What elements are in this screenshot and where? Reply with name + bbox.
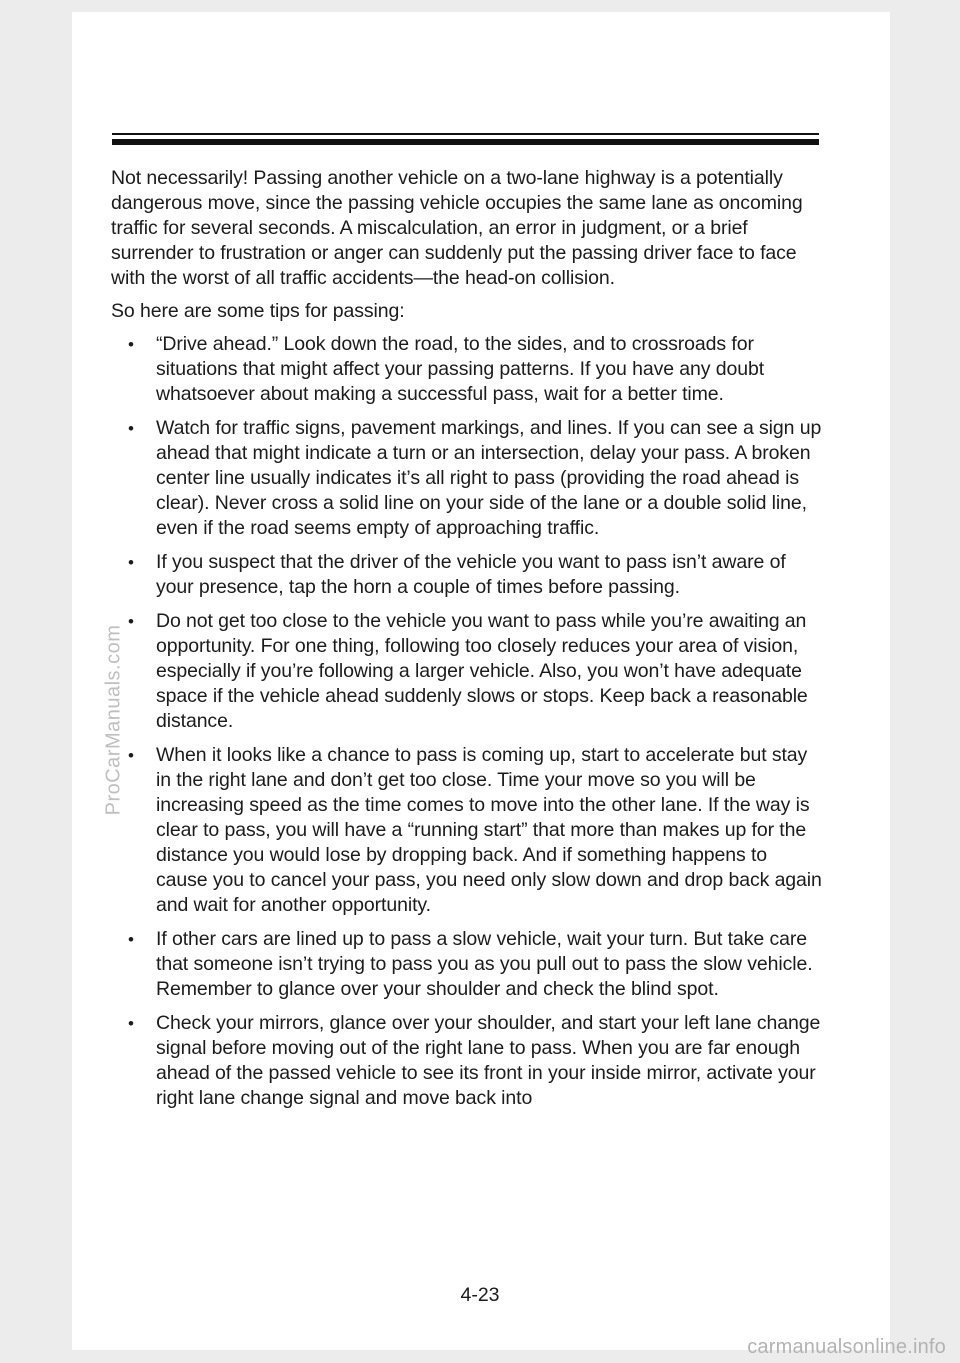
list-item <box>111 927 823 1002</box>
list-item-text: When it looks like a chance to pass is coming up, start to accelerate but stay in the right lane and don’t get too close. Time your move so you will be increasing speed as the time comes to move into the other lane. If the way is clear to pass, you will have a “running start” that more than makes up for the distance you would lose by dropping back. And if something happens to cause you to cancel your pass, you need only slow down and drop back again and wait for another opportunity. <box>156 744 822 916</box>
tips-list <box>111 332 823 1111</box>
list-item <box>111 743 823 918</box>
list-item-text: If you suspect that the driver of the vehicle you want to pass isn’t aware of your presence, tap the horn a couple of times before passing. <box>156 551 786 598</box>
header-rule-thick <box>112 139 819 145</box>
header-rule-thin <box>112 133 819 135</box>
intro-paragraph: Not necessarily! Passing another vehicle on a two-lane highway is a potentially dangerous move, since the passing vehicle occupies the same lane as oncoming traffic for several seconds. A miscalculation, an error in judgment, or a brief surrender to frustration or anger can suddenly put the passing driver face to face with the worst of all traffic accidents—the head-on collision. <box>111 167 803 289</box>
bullet-icon: • <box>128 612 134 631</box>
list-item-text: Check your mirrors, glance over your shoulder, and start your left lane change signal before moving out of the right lane to pass. When you are far enough ahead of the passed vehicle to see its front in your inside mirror, activate your right lane change signal and move back into <box>156 1012 821 1109</box>
bullet-icon: • <box>128 746 134 765</box>
bullet-icon: • <box>128 335 134 354</box>
bullet-icon: • <box>128 930 134 949</box>
list-item-text: “Drive ahead.” Look down the road, to the sides, and to crossroads for situations that might affect your passing patterns. If you have any doubt whatsoever about making a successful pass, wait for a better time. <box>156 333 765 405</box>
bullet-icon: • <box>128 553 134 572</box>
bullet-icon: • <box>128 419 134 438</box>
page-body <box>111 166 823 1120</box>
list-item-text: Watch for traffic signs, pavement markings, and lines. If you can see a sign up ahead that might indicate a turn or an intersection, delay your pass. A broken center line usually indicates it’s all right to pass (providing the road ahead is clear). Never cross a solid line on your side of the lane or a double solid line, even if the road seems empty of approaching traffic. <box>156 417 822 539</box>
list-item-text: If other cars are lined up to pass a slow vehicle, wait your turn. But take care that someone isn’t trying to pass you as you pull out to pass the slow vehicle. Remember to glance over your shoulder and check the blind spot. <box>156 928 813 1000</box>
list-item-text: Do not get too close to the vehicle you want to pass while you’re awaiting an opportunity. For one thing, following too closely reduces your area of vision, especially if you’re following a larger vehicle. Also, you won’t have adequate space if the vehicle ahead suddenly slows or stops. Keep back a reasonable distance. <box>156 610 808 732</box>
bottom-watermark: carmanualsonline.info <box>747 1336 946 1358</box>
list-item <box>111 550 823 600</box>
list-item <box>111 332 823 407</box>
tips-lead: So here are some tips for passing: <box>111 300 405 322</box>
list-item <box>111 609 823 734</box>
list-item <box>111 1011 823 1111</box>
bullet-icon: • <box>128 1014 134 1033</box>
page-number: 4-23 <box>460 1284 500 1306</box>
side-watermark: ProCarManuals.com <box>102 624 125 816</box>
list-item <box>111 416 823 541</box>
